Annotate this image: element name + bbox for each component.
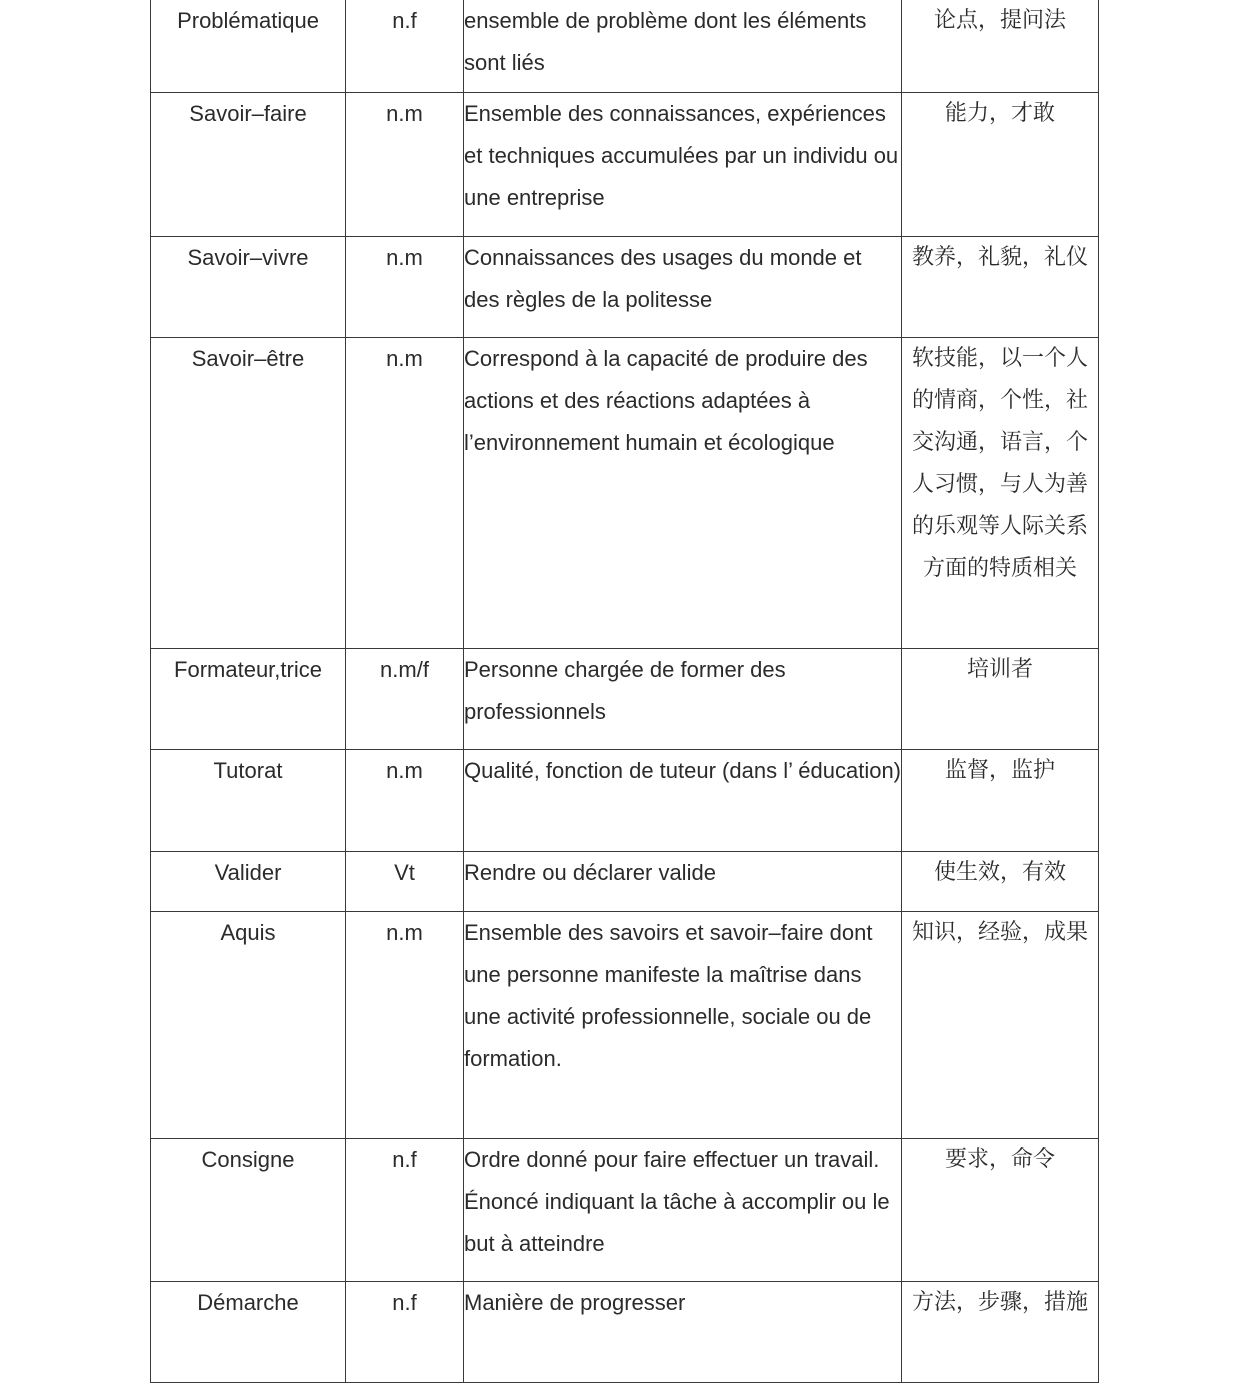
word-cell: Savoir–faire bbox=[151, 93, 346, 237]
translation-cell: 要求，命令 bbox=[902, 1139, 1099, 1282]
translation-cell: 论点，提问法 bbox=[902, 0, 1099, 93]
table-row bbox=[151, 338, 1099, 649]
part-of-speech-cell: n.m/f bbox=[346, 649, 464, 750]
table-row bbox=[151, 750, 1099, 852]
translation-cell: 使生效，有效 bbox=[902, 852, 1099, 912]
table-row bbox=[151, 912, 1099, 1139]
definition-cell: Ordre donné pour faire effectuer un travail. Énoncé indiquant la tâche à accomplir ou le but à atteindre bbox=[464, 1139, 902, 1282]
part-of-speech-cell: n.m bbox=[346, 912, 464, 1139]
definition-cell: Ensemble des savoirs et savoir–faire dont une personne manifeste la maîtrise dans une activité professionnelle, sociale ou de formation. bbox=[464, 912, 902, 1139]
table-row bbox=[151, 852, 1099, 912]
part-of-speech-cell: n.f bbox=[346, 1139, 464, 1282]
definition-cell: Rendre ou déclarer valide bbox=[464, 852, 902, 912]
part-of-speech-cell: n.f bbox=[346, 1282, 464, 1383]
word-cell: Problématique bbox=[151, 0, 346, 93]
definition-cell: ensemble de problème dont les éléments sont liés bbox=[464, 0, 902, 93]
part-of-speech-cell: Vt bbox=[346, 852, 464, 912]
word-cell: Démarche bbox=[151, 1282, 346, 1383]
translation-cell: 监督，监护 bbox=[902, 750, 1099, 852]
translation-cell: 知识，经验，成果 bbox=[902, 912, 1099, 1139]
part-of-speech-cell: n.m bbox=[346, 750, 464, 852]
word-cell: Valider bbox=[151, 852, 346, 912]
definition-cell: Connaissances des usages du monde et des règles de la politesse bbox=[464, 237, 902, 338]
definition-cell: Correspond à la capacité de produire des actions et des réactions adaptées à l’environnement humain et écologique bbox=[464, 338, 902, 649]
table-row bbox=[151, 1282, 1099, 1383]
word-cell: Savoir–vivre bbox=[151, 237, 346, 338]
definition-cell: Personne chargée de former des professionnels bbox=[464, 649, 902, 750]
translation-cell: 软技能，以一个人的情商，个性，社交沟通，语言，个人习惯，与人为善的乐观等人际关系方面的特质相关 bbox=[902, 338, 1099, 649]
part-of-speech-cell: n.f bbox=[346, 0, 464, 93]
word-cell: Formateur,trice bbox=[151, 649, 346, 750]
word-cell: Aquis bbox=[151, 912, 346, 1139]
part-of-speech-cell: n.m bbox=[346, 93, 464, 237]
part-of-speech-cell: n.m bbox=[346, 338, 464, 649]
definition-cell: Ensemble des connaissances, expériences et techniques accumulées par un individu ou une entreprise bbox=[464, 93, 902, 237]
translation-cell: 培训者 bbox=[902, 649, 1099, 750]
part-of-speech-cell: n.m bbox=[346, 237, 464, 338]
translation-cell: 方法，步骤，措施 bbox=[902, 1282, 1099, 1383]
table-row bbox=[151, 1139, 1099, 1282]
definition-cell: Qualité, fonction de tuteur (dans l’ éducation) bbox=[464, 750, 902, 852]
word-cell: Savoir–être bbox=[151, 338, 346, 649]
word-cell: Tutorat bbox=[151, 750, 346, 852]
table-row bbox=[151, 93, 1099, 237]
word-cell: Consigne bbox=[151, 1139, 346, 1282]
vocabulary-table-body bbox=[151, 0, 1099, 1383]
translation-cell: 能力，才敢 bbox=[902, 93, 1099, 237]
definition-cell: Manière de progresser bbox=[464, 1282, 902, 1383]
translation-cell: 教养，礼貌，礼仪 bbox=[902, 237, 1099, 338]
table-row bbox=[151, 237, 1099, 338]
table-row bbox=[151, 649, 1099, 750]
vocabulary-table bbox=[150, 0, 1099, 1383]
table-row bbox=[151, 0, 1099, 93]
